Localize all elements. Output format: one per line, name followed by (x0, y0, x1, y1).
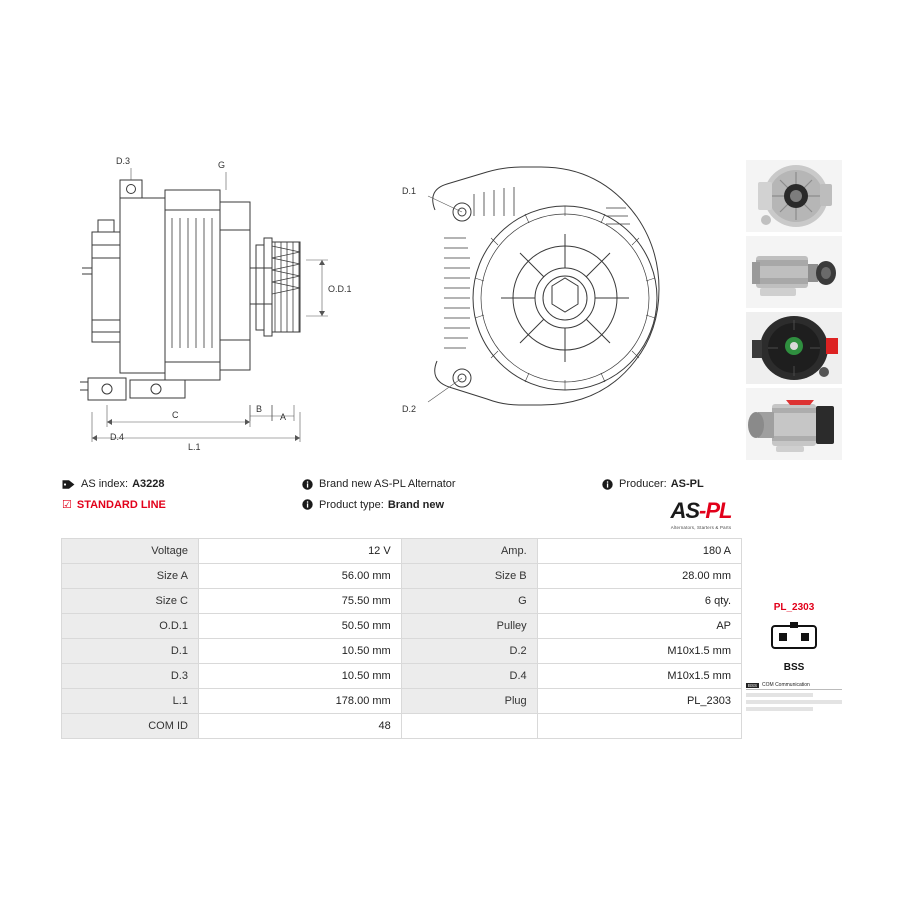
producer-label: Producer: (619, 478, 667, 490)
as-index-value: A3228 (132, 478, 165, 490)
spec-value: 178.00 mm (198, 689, 401, 714)
product-photo-rear[interactable] (746, 312, 842, 384)
table-row (62, 564, 742, 589)
com-head (746, 682, 842, 690)
table-row (62, 539, 742, 564)
spec-label: Size B (401, 564, 537, 589)
spec-label: COM ID (62, 714, 199, 739)
spec-label: Amp. (401, 539, 537, 564)
spec-value: 75.50 mm (198, 589, 401, 614)
spec-label: D.3 (62, 664, 199, 689)
label-d3: D.3 (116, 156, 131, 166)
label-b: B (256, 404, 263, 414)
product-photo-front[interactable] (746, 160, 842, 232)
plug-name: BSS (783, 662, 805, 673)
table-row (62, 664, 742, 689)
producer (602, 478, 742, 490)
side-view-drawing (60, 150, 400, 460)
spec-label: G (401, 589, 537, 614)
spec-value: AP (537, 614, 741, 639)
spec-label: Voltage (62, 539, 199, 564)
table-row (62, 639, 742, 664)
spec-label-empty (401, 714, 537, 739)
label-g: G (218, 160, 226, 170)
product-type-value: Brand new (387, 498, 445, 511)
label-d2: D.2 (402, 404, 417, 414)
product-photo-side[interactable] (746, 236, 842, 308)
spec-value: 50.50 mm (198, 614, 401, 639)
table-row (62, 714, 742, 739)
info-row-2 (62, 498, 742, 511)
product-type-label: Product type: (319, 498, 384, 511)
description-text: Brand new AS-PL Alternator (319, 478, 456, 490)
spec-value: 56.00 mm (198, 564, 401, 589)
info-icon (302, 479, 313, 490)
as-pl-logo (660, 498, 742, 530)
label-d4: D.4 (110, 432, 125, 442)
com-key: BSS (748, 682, 758, 688)
spec-value: 180 A (537, 539, 741, 564)
spec-value: 10.50 mm (198, 639, 401, 664)
label-a: A (280, 412, 287, 422)
spec-table (61, 538, 742, 739)
standard-line-badge (62, 498, 302, 511)
spec-label: D.2 (401, 639, 537, 664)
check-icon: ☑ (62, 499, 72, 511)
product-info (62, 478, 742, 519)
plug-diagram (770, 622, 818, 652)
product-description (302, 478, 602, 490)
spec-value: 6 qty. (537, 589, 741, 614)
spec-value: M10x1.5 mm (537, 639, 741, 664)
product-type (302, 499, 602, 511)
spec-value: PL_2303 (537, 689, 741, 714)
logo-tagline: Alternators, Starters & Parts (670, 525, 732, 530)
plug-code: PL_2303 (773, 602, 815, 613)
spec-value: 12 V (198, 539, 401, 564)
as-index (62, 478, 302, 490)
info-row-1 (62, 478, 742, 490)
tag-icon (62, 479, 75, 490)
spec-value: 28.00 mm (537, 564, 741, 589)
producer-value: AS-PL (670, 478, 704, 490)
standard-line-label: STANDARD LINE (76, 498, 166, 511)
technical-drawings (60, 150, 740, 460)
table-row (62, 689, 742, 714)
spec-label: Pulley (401, 614, 537, 639)
label-l1: L.1 (188, 442, 201, 452)
spec-label: Plug (401, 689, 537, 714)
spec-label: L.1 (62, 689, 199, 714)
com-bar (746, 707, 813, 711)
spec-label: O.D.1 (62, 614, 199, 639)
spec-value: 48 (198, 714, 401, 739)
info-icon (602, 479, 613, 490)
info-icon (302, 499, 313, 510)
com-bar (746, 700, 842, 704)
com-bar (746, 693, 813, 697)
com-text: COM Communication (762, 682, 810, 688)
as-index-label: AS index: (81, 478, 129, 490)
spec-value: 10.50 mm (198, 664, 401, 689)
com-communication-block (746, 682, 842, 711)
spec-value-empty (537, 714, 741, 739)
front-view-drawing (400, 150, 680, 460)
label-od1: O.D.1 (328, 284, 352, 294)
spec-label: Size C (62, 589, 199, 614)
table-row (62, 589, 742, 614)
spec-label: D.1 (62, 639, 199, 664)
spec-value: M10x1.5 mm (537, 664, 741, 689)
spec-label: D.4 (401, 664, 537, 689)
label-d1: D.1 (402, 186, 417, 196)
table-row (62, 614, 742, 639)
product-photo-pulley[interactable] (746, 388, 842, 460)
spec-label: Size A (62, 564, 199, 589)
label-c: C (172, 410, 179, 420)
product-photo-gallery (746, 160, 842, 464)
logo-mark: AS-PL (670, 498, 732, 523)
